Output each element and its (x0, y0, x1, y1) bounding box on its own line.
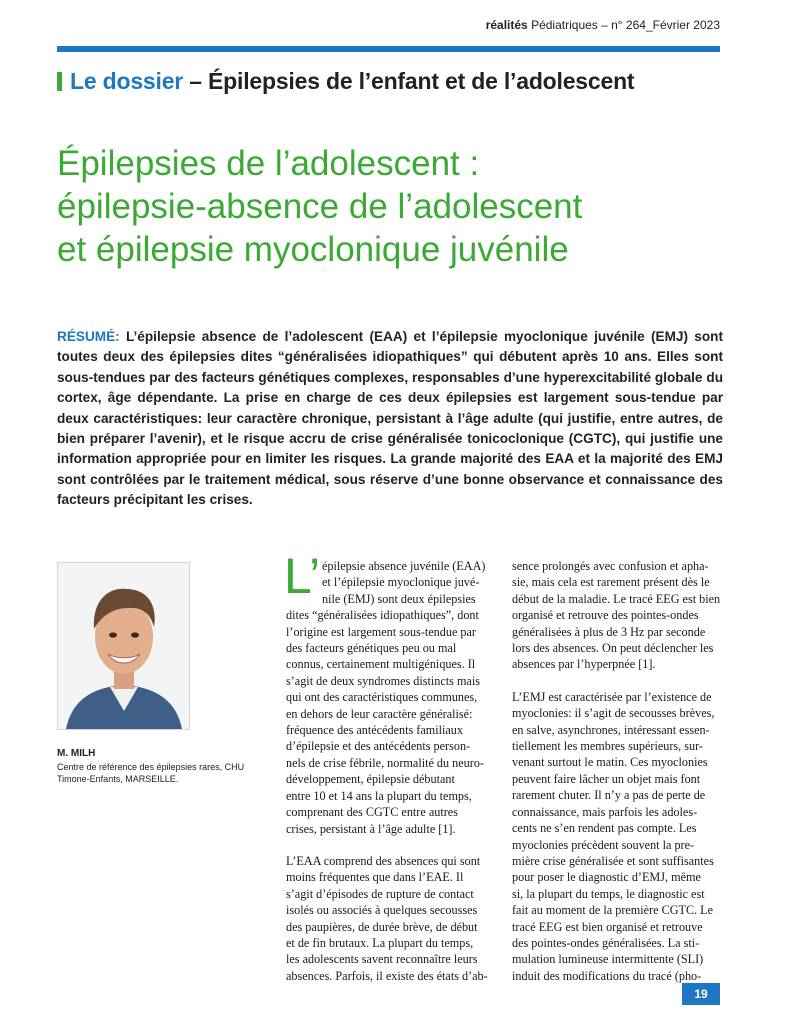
text-line: des facteurs génétiques peu ou mal (286, 641, 457, 656)
text-line: peuvent faire lâcher un objet mais font (512, 771, 701, 786)
dossier-topic: – Épilepsies de l’enfant et de l’adolescent (183, 68, 635, 94)
author-name: M. MILH (57, 748, 96, 759)
abstract-label: RÉSUMÉ: (57, 329, 120, 344)
paragraph (286, 853, 496, 984)
title-line: épilepsie-absence de l’adolescent (57, 187, 583, 226)
text-line: comprenant des CGTC entre autres (286, 805, 458, 820)
text-line: s’agit de deux syndromes distincts mais (286, 673, 480, 688)
paragraph (512, 558, 722, 673)
text-line: lors des absences. On peut déclencher les (512, 641, 714, 656)
text-line: isolés ou associés à quelques secousses (286, 903, 478, 918)
text-line: et l’épilepsie myoclonique juvé- (322, 575, 480, 590)
text-line: L’EAA comprend des absences qui sont (286, 853, 481, 868)
text-line: généralisées à plus de 3 Hz par seconde (512, 624, 706, 639)
text-line: épilepsie absence juvénile (EAA) (322, 559, 486, 573)
abstract (57, 327, 723, 511)
text-line: si, la plupart du temps, le diagnostic est (512, 886, 705, 901)
text-line: fait au moment de la première CGTC. Le (512, 903, 714, 918)
text-line: l’origine est largement sous-tendue par (286, 624, 476, 639)
paragraph (286, 558, 496, 837)
text-line: venant surtout le matin. Ces myoclonies (512, 755, 708, 770)
text-line: des paupières, de durée brève, de début (286, 919, 478, 934)
text-line: myoclonies précèdent souvent la pre- (512, 837, 695, 852)
author-portrait (58, 563, 189, 729)
body-column-1 (286, 558, 496, 984)
drop-cap: L’ (284, 548, 321, 604)
text-line: s’agit d’épisodes de rupture de contact (286, 886, 474, 901)
header-rule (57, 46, 720, 52)
text-line: cents ne s’en rendent pas compte. Les (512, 821, 697, 836)
text-line: moins fréquentes que dans l’EAE. Il (286, 870, 464, 885)
text-line: et de fin brutaux. La plupart du temps, (286, 935, 474, 950)
text-line: développement, épilepsie débutant (286, 772, 455, 787)
dossier-heading (57, 68, 634, 95)
text-line: d’épilepsie et des antécédents person- (286, 739, 471, 754)
body-column-2 (512, 558, 722, 984)
text-line: crises, persistant à l’âge adulte [1]. (286, 821, 456, 836)
text-line: mulation lumineuse intermittente (SLI) (512, 952, 704, 967)
text-line: nile (EMJ) sont deux épilepsies (322, 591, 476, 606)
text-line: des pointes-ondes généralisées. La sti- (512, 935, 700, 950)
text-line: tracé EEG est bien organisé et retrouve (512, 919, 703, 934)
text-line: qui ont des caractéristiques communes, (286, 690, 478, 705)
title-line: et épilepsie myoclonique juvénile (57, 230, 569, 269)
text-line: induit des modifications du tracé (pho- (512, 968, 702, 983)
dossier-label: Le dossier (70, 68, 184, 94)
text-line: entre 10 et 14 ans la plupart du temps, (286, 788, 472, 803)
abstract-text: L’épilepsie absence de l’adolescent (EAA) et l’épilepsie myoclonique juvénile (EMJ) sont toutes deux des épilepsies dites “généralisées idiopathiques” qui débutent après 10 ans. Elles sont sous-tendues par des facteurs génétiques complexes, responsables d’une hyperexcitabilité globale du cortex, âge dépendante. La prise en charge de ces deux épilepsies est largement sous-tendue par deux caractéristiques: leur caractère chronique, persistant à l’âge adulte (qui justifie, entre autres, de bien préparer l’avenir), et le risque accru de crise généralisée tonicoclonique (CGTC), qui justifie une information appropriée pour en limiter les risques. La grande majorité des EAA et la majorité des EMJ sont contrôlées par le traitement médical, sous réserve d’une bonne observance et connaissance des facteurs précipitant les crises. (57, 329, 723, 508)
paragraph (512, 689, 722, 984)
text-line: fréquence des antécédents familiaux (286, 723, 463, 738)
text-line: dites “généralisées idiopathiques”, dont (286, 608, 479, 623)
title-line: Épilepsies de l’adolescent : (57, 144, 480, 183)
text-line: début de la maladie. Le tracé EEG est bien (512, 591, 721, 606)
section-marker (57, 72, 62, 91)
article-title (57, 142, 727, 271)
text-line: myoclonies: il s’agit de secousses brèves, (512, 706, 715, 721)
text-line: rarement chuter. Il n’y a pas de perte de (512, 788, 706, 803)
text-line: nels de crise fébrile, normalité du neuro- (286, 755, 484, 770)
page-number: 19 (682, 983, 720, 1005)
issue-info: Pédiatriques – n° 264_Février 2023 (531, 18, 720, 32)
text-line: connus, certainement multigéniques. Il (286, 657, 476, 672)
text-line: les adolescents savent reconnaître leurs (286, 952, 478, 967)
text-line: L’EMJ est caractérisée par l’existence de (512, 689, 712, 704)
text-line: absences. Parfois, il existe des états d’ab- (286, 968, 488, 983)
text-line: pour poser le diagnostic d’EMJ, même (512, 870, 701, 885)
author-affiliation: Centre de référence des épilepsies rares, CHU Timone-Enfants, MARSEILLE. (57, 762, 245, 784)
text-line: sie, mais cela est rarement présent dès le (512, 575, 710, 590)
text-line: sence prolongés avec confusion et apha- (512, 559, 709, 573)
running-head (486, 18, 720, 32)
text-line: tiellement les membres supérieurs, sur- (512, 739, 703, 754)
text-line: en salve, asynchrones, intéressant essen- (512, 722, 710, 737)
author-photo (57, 562, 190, 730)
text-line: absences par l’hyperpnée [1]. (512, 657, 656, 672)
text-line: en dehors de leur caractère généralisé: (286, 706, 473, 721)
text-line: organisé et retrouve des pointes-ondes (512, 608, 699, 623)
text-line: connaissance, mais parfois les adoles- (512, 804, 698, 819)
text-line: mière crise généralisée et sont suffisantes (512, 853, 714, 868)
journal-name: réalités (485, 18, 528, 32)
